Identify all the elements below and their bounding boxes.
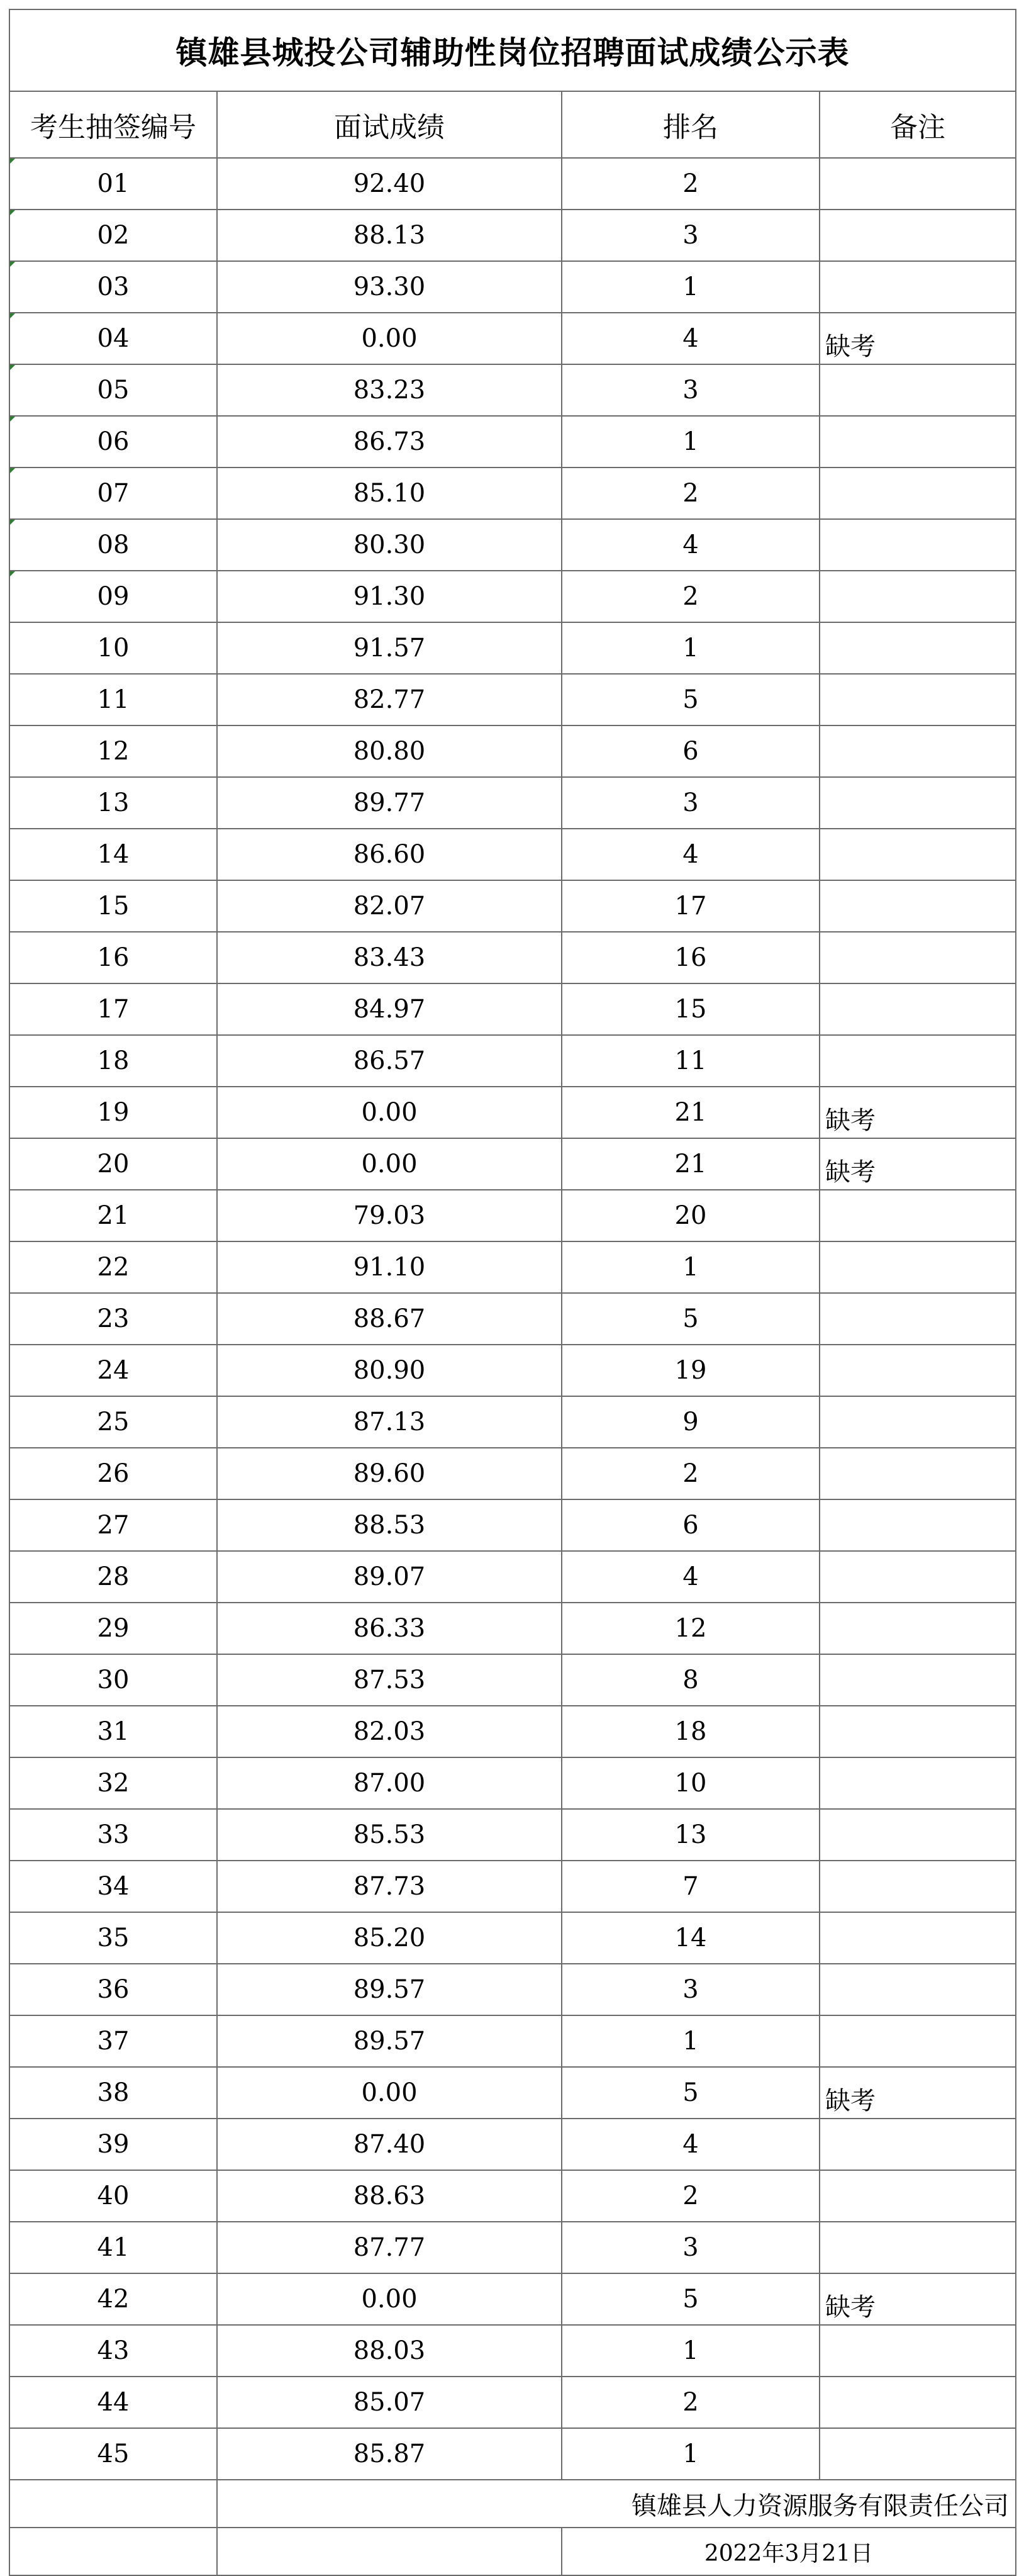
cell-interview-score[interactable]: 88.67 (217, 1293, 562, 1345)
cell-rank[interactable]: 16 (562, 932, 820, 983)
cell-candidate-id[interactable]: 16 (9, 932, 217, 983)
table-row (9, 1809, 1016, 1861)
cell-interview-score[interactable]: 83.43 (217, 932, 562, 983)
cell-rank[interactable]: 21 (562, 1138, 820, 1190)
cell-remarks[interactable] (820, 1551, 1016, 1603)
table-row (9, 2325, 1016, 2377)
table-footer (9, 2480, 1016, 2575)
footer-empty-cell[interactable] (217, 2528, 562, 2575)
cell-remarks[interactable] (820, 210, 1016, 261)
text-format-marker-icon (10, 468, 15, 473)
cell-candidate-id[interactable]: 39 (9, 2119, 217, 2170)
cell-remarks[interactable] (820, 2119, 1016, 2170)
cell-remarks[interactable] (820, 1964, 1016, 2015)
score-table (9, 9, 1016, 2576)
text-format-marker-icon (10, 313, 15, 318)
cell-candidate-id[interactable]: 20 (9, 1138, 217, 1190)
cell-interview-score[interactable]: 88.63 (217, 2170, 562, 2222)
cell-rank[interactable]: 21 (562, 1087, 820, 1138)
cell-rank[interactable]: 14 (562, 1912, 820, 1964)
cell-candidate-id[interactable]: 30 (9, 1654, 217, 1706)
cell-remarks[interactable] (820, 1190, 1016, 1241)
cell-remarks[interactable] (820, 1706, 1016, 1757)
cell-rank[interactable]: 1 (562, 416, 820, 468)
cell-interview-score[interactable]: 91.57 (217, 622, 562, 674)
table-row (9, 880, 1016, 932)
cell-candidate-id[interactable]: 10 (9, 622, 217, 674)
cell-rank[interactable]: 11 (562, 1035, 820, 1087)
header-candidate-id[interactable]: 考生抽签编号 (9, 91, 217, 158)
cell-candidate-id[interactable]: 17 (9, 983, 217, 1035)
text-format-marker-icon (10, 262, 15, 267)
table-row (9, 1706, 1016, 1757)
cell-rank[interactable]: 2 (562, 2377, 820, 2428)
cell-remarks[interactable] (820, 1912, 1016, 1964)
cell-candidate-id[interactable]: 44 (9, 2377, 217, 2428)
cell-remarks[interactable] (820, 519, 1016, 571)
cell-rank[interactable]: 5 (562, 2273, 820, 2325)
cell-candidate-id[interactable]: 24 (9, 1345, 217, 1396)
table-row (9, 1654, 1016, 1706)
text-format-marker-icon (10, 571, 15, 576)
table-row (9, 777, 1016, 829)
table-body (9, 9, 1016, 158)
footer-row-company (9, 2480, 1016, 2528)
cell-rank[interactable]: 6 (562, 725, 820, 777)
cell-remarks[interactable]: 缺考 (820, 1087, 1016, 1138)
cell-rank[interactable]: 2 (562, 468, 820, 519)
cell-remarks[interactable] (820, 1345, 1016, 1396)
cell-candidate-id[interactable]: 11 (9, 674, 217, 725)
table-row (9, 1964, 1016, 2015)
cell-remarks[interactable] (820, 1448, 1016, 1499)
cell-remarks[interactable] (820, 1396, 1016, 1448)
table-row (9, 1035, 1016, 1087)
cell-interview-score[interactable]: 82.77 (217, 674, 562, 725)
cell-interview-score[interactable]: 88.03 (217, 2325, 562, 2377)
text-format-marker-icon (10, 365, 15, 370)
table-row (9, 983, 1016, 1035)
cell-rank[interactable]: 4 (562, 2119, 820, 2170)
table-row (9, 1448, 1016, 1499)
cell-remarks[interactable] (820, 725, 1016, 777)
cell-interview-score[interactable]: 86.60 (217, 829, 562, 880)
cell-candidate-id[interactable]: 13 (9, 777, 217, 829)
cell-candidate-id[interactable]: 40 (9, 2170, 217, 2222)
table-row (9, 1293, 1016, 1345)
cell-interview-score[interactable]: 86.33 (217, 1603, 562, 1654)
cell-rank[interactable]: 4 (562, 313, 820, 364)
cell-interview-score[interactable]: 89.77 (217, 777, 562, 829)
cell-remarks[interactable] (820, 1861, 1016, 1912)
page-title[interactable]: 镇雄县城投公司辅助性岗位招聘面试成绩公示表 (9, 9, 1016, 91)
cell-remarks[interactable] (820, 1241, 1016, 1293)
table-row (9, 1861, 1016, 1912)
cell-interview-score[interactable]: 84.97 (217, 983, 562, 1035)
footer-empty-cell[interactable] (9, 2480, 217, 2528)
cell-rank[interactable]: 10 (562, 1757, 820, 1809)
cell-interview-score[interactable]: 85.53 (217, 1809, 562, 1861)
cell-candidate-id[interactable]: 12 (9, 725, 217, 777)
cell-interview-score[interactable]: 93.30 (217, 261, 562, 313)
footer-company[interactable]: 镇雄县人力资源服务有限责任公司 (217, 2480, 1016, 2528)
table-row (9, 2170, 1016, 2222)
cell-candidate-id[interactable]: 04 (9, 313, 217, 364)
cell-interview-score[interactable]: 87.00 (217, 1757, 562, 1809)
cell-candidate-id[interactable]: 38 (9, 2067, 217, 2119)
cell-interview-score[interactable]: 91.10 (217, 1241, 562, 1293)
table-row (9, 1138, 1016, 1190)
table-row (9, 1912, 1016, 1964)
cell-remarks[interactable] (820, 1654, 1016, 1706)
cell-rank[interactable]: 1 (562, 622, 820, 674)
cell-rank[interactable]: 5 (562, 674, 820, 725)
cell-candidate-id[interactable]: 02 (9, 210, 217, 261)
cell-candidate-id[interactable]: 18 (9, 1035, 217, 1087)
cell-candidate-id[interactable]: 22 (9, 1241, 217, 1293)
cell-candidate-id[interactable]: 27 (9, 1499, 217, 1551)
cell-interview-score[interactable]: 85.87 (217, 2428, 562, 2480)
cell-remarks[interactable] (820, 880, 1016, 932)
cell-candidate-id[interactable]: 41 (9, 2222, 217, 2273)
cell-remarks[interactable] (820, 571, 1016, 622)
cell-candidate-id[interactable]: 32 (9, 1757, 217, 1809)
cell-interview-score[interactable]: 80.80 (217, 725, 562, 777)
cell-rank[interactable]: 4 (562, 519, 820, 571)
cell-rank[interactable]: 7 (562, 1861, 820, 1912)
cell-interview-score[interactable]: 0.00 (217, 2273, 562, 2325)
cell-candidate-id[interactable]: 07 (9, 468, 217, 519)
cell-remarks[interactable]: 缺考 (820, 2067, 1016, 2119)
text-format-marker-icon (10, 159, 15, 164)
cell-remarks[interactable] (820, 1499, 1016, 1551)
cell-rank[interactable]: 17 (562, 880, 820, 932)
cell-remarks[interactable] (820, 932, 1016, 983)
cell-rank[interactable]: 2 (562, 571, 820, 622)
cell-remarks[interactable] (820, 829, 1016, 880)
text-format-marker-icon (10, 417, 15, 422)
cell-rank[interactable]: 2 (562, 1448, 820, 1499)
cell-interview-score[interactable]: 0.00 (217, 1087, 562, 1138)
table-row (9, 1396, 1016, 1448)
cell-rank[interactable]: 4 (562, 1551, 820, 1603)
cell-remarks[interactable] (820, 261, 1016, 313)
cell-remarks[interactable] (820, 983, 1016, 1035)
cell-candidate-id[interactable]: 05 (9, 364, 217, 416)
cell-remarks[interactable] (820, 1035, 1016, 1087)
cell-rank[interactable]: 3 (562, 210, 820, 261)
table-row (9, 2428, 1016, 2480)
cell-rank[interactable]: 20 (562, 1190, 820, 1241)
cell-rank[interactable]: 1 (562, 261, 820, 313)
cell-interview-score[interactable]: 80.90 (217, 1345, 562, 1396)
cell-remarks[interactable] (820, 1809, 1016, 1861)
table-row (9, 364, 1016, 416)
footer-empty-cell[interactable] (9, 2528, 217, 2575)
title-row (9, 9, 1016, 91)
cell-candidate-id[interactable]: 33 (9, 1809, 217, 1861)
table-row (9, 1499, 1016, 1551)
table-row (9, 2067, 1016, 2119)
table-row (9, 2273, 1016, 2325)
cell-interview-score[interactable]: 88.53 (217, 1499, 562, 1551)
cell-interview-score[interactable]: 0.00 (217, 1138, 562, 1190)
text-format-marker-icon (10, 210, 15, 215)
cell-candidate-id[interactable]: 09 (9, 571, 217, 622)
table-row (9, 1241, 1016, 1293)
cell-interview-score[interactable]: 80.30 (217, 519, 562, 571)
table-row (9, 2015, 1016, 2067)
cell-candidate-id[interactable]: 06 (9, 416, 217, 468)
header-row (9, 91, 1016, 158)
cell-remarks[interactable] (820, 158, 1016, 210)
cell-rank[interactable]: 1 (562, 2325, 820, 2377)
cell-interview-score[interactable]: 79.03 (217, 1190, 562, 1241)
cell-candidate-id[interactable]: 15 (9, 880, 217, 932)
cell-remarks[interactable]: 缺考 (820, 2273, 1016, 2325)
text-format-marker-icon (10, 520, 15, 525)
table-row (9, 829, 1016, 880)
table-row (9, 1087, 1016, 1138)
table-row (9, 2222, 1016, 2273)
cell-interview-score[interactable]: 91.30 (217, 571, 562, 622)
cell-interview-score[interactable]: 89.60 (217, 1448, 562, 1499)
cell-candidate-id[interactable]: 26 (9, 1448, 217, 1499)
cell-rank[interactable]: 12 (562, 1603, 820, 1654)
cell-interview-score[interactable]: 87.40 (217, 2119, 562, 2170)
cell-interview-score[interactable]: 92.40 (217, 158, 562, 210)
cell-interview-score[interactable]: 86.73 (217, 416, 562, 468)
cell-candidate-id[interactable]: 19 (9, 1087, 217, 1138)
table-row (9, 1345, 1016, 1396)
footer-date[interactable]: 2022年3月21日 (562, 2528, 1016, 2575)
cell-candidate-id[interactable]: 37 (9, 2015, 217, 2067)
cell-candidate-id[interactable]: 25 (9, 1396, 217, 1448)
cell-interview-score[interactable]: 82.07 (217, 880, 562, 932)
table-row (9, 210, 1016, 261)
table-row (9, 2377, 1016, 2428)
cell-rank[interactable]: 1 (562, 1241, 820, 1293)
table-row (9, 725, 1016, 777)
table-row (9, 468, 1016, 519)
footer-row-date (9, 2528, 1016, 2575)
cell-rank[interactable]: 6 (562, 1499, 820, 1551)
cell-remarks[interactable] (820, 468, 1016, 519)
cell-remarks[interactable] (820, 1757, 1016, 1809)
cell-remarks[interactable] (820, 364, 1016, 416)
cell-rank[interactable]: 3 (562, 2222, 820, 2273)
table-row (9, 674, 1016, 725)
cell-interview-score[interactable]: 87.53 (217, 1654, 562, 1706)
cell-remarks[interactable] (820, 2015, 1016, 2067)
table-row (9, 1603, 1016, 1654)
header-remarks[interactable]: 备注 (820, 91, 1016, 158)
cell-remarks[interactable] (820, 674, 1016, 725)
cell-interview-score[interactable]: 87.13 (217, 1396, 562, 1448)
cell-candidate-id[interactable]: 29 (9, 1603, 217, 1654)
cell-remarks[interactable] (820, 2428, 1016, 2480)
cell-candidate-id[interactable]: 34 (9, 1861, 217, 1912)
cell-remarks[interactable] (820, 1603, 1016, 1654)
table-row (9, 622, 1016, 674)
cell-remarks[interactable] (820, 2222, 1016, 2273)
cell-rank[interactable]: 1 (562, 2015, 820, 2067)
cell-remarks[interactable]: 缺考 (820, 313, 1016, 364)
table-row (9, 571, 1016, 622)
table-row (9, 2119, 1016, 2170)
header-rank[interactable]: 排名 (562, 91, 820, 158)
cell-rank[interactable]: 3 (562, 1964, 820, 2015)
table-row (9, 158, 1016, 210)
cell-remarks[interactable] (820, 622, 1016, 674)
cell-rank[interactable]: 2 (562, 2170, 820, 2222)
cell-interview-score[interactable]: 86.57 (217, 1035, 562, 1087)
cell-candidate-id[interactable]: 14 (9, 829, 217, 880)
table-row (9, 416, 1016, 468)
cell-rank[interactable]: 5 (562, 1293, 820, 1345)
cell-remarks[interactable] (820, 2170, 1016, 2222)
cell-rank[interactable]: 15 (562, 983, 820, 1035)
cell-interview-score[interactable]: 85.07 (217, 2377, 562, 2428)
cell-interview-score[interactable]: 83.23 (217, 364, 562, 416)
cell-interview-score[interactable]: 0.00 (217, 313, 562, 364)
cell-rank[interactable]: 19 (562, 1345, 820, 1396)
cell-candidate-id[interactable]: 08 (9, 519, 217, 571)
cell-candidate-id[interactable]: 21 (9, 1190, 217, 1241)
cell-candidate-id[interactable]: 31 (9, 1706, 217, 1757)
cell-candidate-id[interactable]: 36 (9, 1964, 217, 2015)
cell-remarks[interactable] (820, 416, 1016, 468)
cell-remarks[interactable]: 缺考 (820, 1138, 1016, 1190)
cell-remarks[interactable] (820, 1293, 1016, 1345)
table-row (9, 261, 1016, 313)
cell-candidate-id[interactable]: 23 (9, 1293, 217, 1345)
table-row (9, 519, 1016, 571)
table-row (9, 932, 1016, 983)
cell-candidate-id[interactable]: 42 (9, 2273, 217, 2325)
cell-interview-score[interactable]: 88.13 (217, 210, 562, 261)
cell-interview-score[interactable]: 89.07 (217, 1551, 562, 1603)
table-row (9, 313, 1016, 364)
cell-interview-score[interactable]: 87.73 (217, 1861, 562, 1912)
cell-interview-score[interactable]: 0.00 (217, 2067, 562, 2119)
cell-interview-score[interactable]: 85.20 (217, 1912, 562, 1964)
cell-interview-score[interactable]: 89.57 (217, 2015, 562, 2067)
cell-candidate-id[interactable]: 28 (9, 1551, 217, 1603)
cell-candidate-id[interactable]: 01 (9, 158, 217, 210)
cell-rank[interactable]: 3 (562, 777, 820, 829)
cell-interview-score[interactable]: 82.03 (217, 1706, 562, 1757)
spreadsheet (9, 9, 1015, 2576)
cell-rank[interactable]: 18 (562, 1706, 820, 1757)
cell-rank[interactable]: 2 (562, 158, 820, 210)
cell-remarks[interactable] (820, 2377, 1016, 2428)
table-row (9, 1551, 1016, 1603)
cell-rank[interactable]: 4 (562, 829, 820, 880)
cell-candidate-id[interactable]: 35 (9, 1912, 217, 1964)
cell-rank[interactable]: 8 (562, 1654, 820, 1706)
cell-candidate-id[interactable]: 45 (9, 2428, 217, 2480)
cell-rank[interactable]: 1 (562, 2428, 820, 2480)
header-interview-score[interactable]: 面试成绩 (217, 91, 562, 158)
cell-rank[interactable]: 5 (562, 2067, 820, 2119)
cell-candidate-id[interactable]: 43 (9, 2325, 217, 2377)
cell-remarks[interactable] (820, 777, 1016, 829)
cell-candidate-id[interactable]: 03 (9, 261, 217, 313)
cell-interview-score[interactable]: 89.57 (217, 1964, 562, 2015)
cell-interview-score[interactable]: 85.10 (217, 468, 562, 519)
table-row (9, 1757, 1016, 1809)
cell-rank[interactable]: 3 (562, 364, 820, 416)
cell-rank[interactable]: 13 (562, 1809, 820, 1861)
cell-interview-score[interactable]: 87.77 (217, 2222, 562, 2273)
table-row (9, 1190, 1016, 1241)
cell-rank[interactable]: 9 (562, 1396, 820, 1448)
cell-remarks[interactable] (820, 2325, 1016, 2377)
data-rows (9, 158, 1016, 2480)
